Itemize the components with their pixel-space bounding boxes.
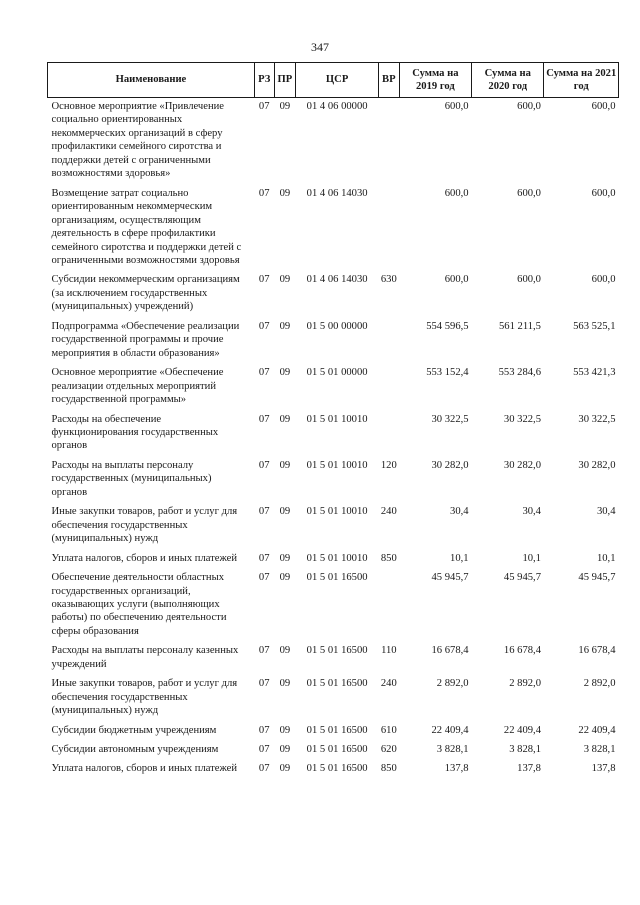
row-name: Уплата налогов, сборов и иных платежей — [51, 552, 238, 564]
header-name: Наименование — [48, 63, 255, 98]
row-sum-2020: 30,4 — [522, 506, 541, 518]
row-sum-2020: 45 945,7 — [503, 572, 541, 584]
row-rz: 07 — [258, 506, 270, 518]
row-csr: 01 5 01 10010 — [306, 506, 368, 518]
row-name: Основное мероприятие «Обеспечение реализации отдельных мероприятий государственной программы» — [51, 367, 224, 406]
row-rz: 07 — [258, 678, 270, 690]
table-row — [48, 98, 619, 185]
row-pr: 09 — [279, 724, 291, 736]
row-pr: 09 — [279, 187, 291, 199]
table-row — [48, 741, 619, 760]
row-vr: 850 — [380, 763, 397, 775]
table-body — [48, 98, 619, 780]
row-vr — [378, 98, 399, 185]
row-sum-2021: 600,0 — [591, 187, 616, 199]
row-rz: 07 — [258, 552, 270, 564]
row-vr: 120 — [380, 459, 397, 471]
table-row — [48, 271, 619, 317]
row-name: Субсидии бюджетным учреждениям — [51, 724, 217, 736]
row-rz: 07 — [258, 645, 270, 657]
row-sum-2019: 137,8 — [444, 763, 469, 775]
row-sum-2019: 600,0 — [444, 274, 469, 286]
row-csr: 01 5 01 16500 — [306, 645, 368, 657]
row-sum-2019: 600,0 — [444, 101, 469, 112]
row-sum-2019: 2 892,0 — [436, 678, 469, 690]
table-row — [48, 503, 619, 549]
row-sum-2020: 30 322,5 — [503, 413, 541, 425]
row-sum-2021: 553 421,3 — [573, 367, 616, 379]
table-header — [48, 63, 619, 98]
row-sum-2020: 30 282,0 — [503, 459, 541, 471]
row-pr: 09 — [279, 645, 291, 657]
row-sum-2021: 45 945,7 — [578, 572, 616, 584]
row-sum-2019: 22 409,4 — [431, 724, 469, 736]
row-csr: 01 4 06 14030 — [306, 187, 368, 199]
header-sum-2019: Сумма на 2019 год — [399, 63, 471, 98]
header-rz: РЗ — [254, 63, 274, 98]
row-name: Расходы на выплаты персоналу государственных (муниципальных) органов — [51, 459, 212, 498]
row-name: Иные закупки товаров, работ и услуг для обеспечения государственных (муниципальных) нужд — [51, 506, 238, 545]
row-sum-2019: 3 828,1 — [436, 744, 469, 756]
row-vr — [378, 411, 399, 457]
table-row — [48, 411, 619, 457]
row-csr: 01 5 01 10010 — [306, 552, 368, 564]
row-sum-2020: 10,1 — [522, 552, 541, 564]
row-name: Основное мероприятие «Привлечение социально ориентированных некоммерческих организаций в сферу профилактики семейного сиротства и поддержки детей с ограниченными возможностями здоровья» — [51, 101, 224, 180]
row-rz: 07 — [258, 763, 270, 775]
row-vr: 630 — [380, 274, 397, 286]
row-csr: 01 4 06 14030 — [306, 274, 368, 286]
row-vr — [378, 185, 399, 272]
row-vr: 850 — [380, 552, 397, 564]
table-row — [48, 760, 619, 779]
header-sum-2021: Сумма на 2021 год — [544, 63, 619, 98]
row-pr: 09 — [279, 763, 291, 775]
row-sum-2019: 30 322,5 — [431, 413, 469, 425]
row-pr: 09 — [279, 320, 291, 332]
row-sum-2019: 16 678,4 — [431, 645, 469, 657]
row-rz: 07 — [258, 274, 270, 286]
row-sum-2020: 22 409,4 — [503, 724, 541, 736]
row-sum-2019: 554 596,5 — [426, 320, 469, 332]
row-name: Уплата налогов, сборов и иных платежей — [51, 763, 238, 775]
row-sum-2021: 10,1 — [596, 552, 616, 564]
row-vr: 110 — [381, 645, 397, 657]
row-sum-2021: 3 828,1 — [583, 744, 616, 756]
row-sum-2020: 16 678,4 — [503, 645, 541, 657]
row-sum-2021: 30 322,5 — [578, 413, 616, 425]
row-rz: 07 — [258, 101, 270, 112]
row-sum-2020: 600,0 — [517, 274, 541, 286]
row-pr: 09 — [279, 459, 291, 471]
row-rz: 07 — [258, 459, 270, 471]
row-csr: 01 5 01 16500 — [306, 724, 368, 736]
row-csr: 01 5 01 16500 — [306, 763, 368, 775]
row-sum-2021: 2 892,0 — [583, 678, 616, 690]
row-pr: 09 — [279, 744, 291, 756]
header-sum-2020: Сумма на 2020 год — [472, 63, 544, 98]
row-sum-2021: 30 282,0 — [578, 459, 616, 471]
row-sum-2019: 45 945,7 — [431, 572, 469, 584]
row-csr: 01 5 01 00000 — [306, 367, 368, 379]
row-vr: 240 — [380, 506, 397, 518]
row-rz: 07 — [258, 320, 270, 332]
row-sum-2019: 553 152,4 — [426, 367, 469, 379]
row-sum-2021: 22 409,4 — [578, 724, 616, 736]
table-row — [48, 457, 619, 503]
row-name: Расходы на обеспечение функционирования государственных органов — [51, 413, 219, 452]
row-pr: 09 — [279, 572, 291, 584]
row-sum-2020: 561 211,5 — [499, 320, 541, 332]
row-sum-2021: 16 678,4 — [578, 645, 616, 657]
row-sum-2021: 30,4 — [596, 506, 616, 518]
row-sum-2020: 600,0 — [517, 187, 541, 199]
row-sum-2019: 10,1 — [450, 552, 469, 564]
row-sum-2020: 2 892,0 — [509, 678, 541, 690]
row-pr: 09 — [279, 274, 291, 286]
row-vr: 620 — [380, 744, 397, 756]
row-vr — [378, 569, 399, 642]
row-vr — [378, 318, 399, 364]
row-sum-2020: 553 284,6 — [498, 367, 541, 379]
table-row — [48, 185, 619, 272]
table-row — [48, 550, 619, 569]
row-sum-2021: 600,0 — [591, 274, 616, 286]
row-rz: 07 — [258, 724, 270, 736]
row-rz: 07 — [258, 744, 270, 756]
row-sum-2019: 30 282,0 — [431, 459, 469, 471]
row-vr: 610 — [380, 724, 397, 736]
row-sum-2020: 3 828,1 — [509, 744, 541, 756]
row-vr: 240 — [380, 678, 397, 690]
header-csr: ЦСР — [296, 63, 379, 98]
row-name: Обеспечение деятельности областных государственных организаций, оказывающих услуги (выполняющих работы) по обеспечению деятельности сферы образования — [51, 572, 227, 637]
row-pr: 09 — [279, 552, 291, 564]
row-pr: 09 — [279, 413, 291, 425]
row-sum-2021: 137,8 — [591, 763, 616, 775]
table-row — [48, 642, 619, 675]
row-name: Возмещение затрат социально ориентированным некоммерческим организациям, осуществляющим деятельность в сфере профилактики семейного сиротства и поддержки детей с ограниченными возможностями здоровья — [51, 187, 242, 266]
row-csr: 01 5 01 16500 — [306, 572, 368, 584]
row-name: Субсидии автономным учреждениям — [51, 744, 219, 756]
row-name: Подпрограмма «Обеспечение реализации государственной программы и прочие мероприятия в области образования» — [51, 320, 240, 359]
row-sum-2021: 563 525,1 — [573, 320, 616, 332]
row-csr: 01 4 06 00000 — [306, 101, 368, 112]
row-sum-2019: 600,0 — [444, 187, 469, 199]
row-pr: 09 — [279, 506, 291, 518]
row-rz: 07 — [258, 413, 270, 425]
row-csr: 01 5 00 00000 — [306, 320, 368, 332]
row-csr: 01 5 01 16500 — [306, 678, 368, 690]
row-name: Иные закупки товаров, работ и услуг для обеспечения государственных (муниципальных) нужд — [51, 678, 238, 717]
row-csr: 01 5 01 10010 — [306, 413, 368, 425]
table-row — [48, 364, 619, 410]
row-pr: 09 — [279, 367, 291, 379]
row-sum-2020: 137,8 — [517, 763, 541, 775]
row-name: Расходы на выплаты персоналу казенных учреждений — [51, 645, 239, 670]
table-row — [48, 675, 619, 721]
table-row — [48, 318, 619, 364]
row-sum-2020: 600,0 — [517, 101, 541, 112]
page-number: 347 — [311, 40, 329, 54]
row-vr — [378, 364, 399, 410]
row-name: Субсидии некоммерческим организациям (за исключением государственных (муниципальных) учреждений) — [51, 274, 240, 313]
row-csr: 01 5 01 10010 — [306, 459, 368, 471]
header-vr: ВР — [378, 63, 399, 98]
row-pr: 09 — [279, 678, 291, 690]
row-rz: 07 — [258, 367, 270, 379]
row-pr: 09 — [279, 101, 291, 112]
table-row — [48, 722, 619, 741]
header-pr: ПР — [274, 63, 296, 98]
table-row — [48, 569, 619, 642]
row-sum-2019: 30,4 — [450, 506, 469, 518]
row-csr: 01 5 01 16500 — [306, 744, 368, 756]
row-rz: 07 — [258, 187, 270, 199]
budget-table — [47, 62, 619, 780]
row-sum-2021: 600,0 — [591, 101, 616, 112]
row-rz: 07 — [258, 572, 270, 584]
